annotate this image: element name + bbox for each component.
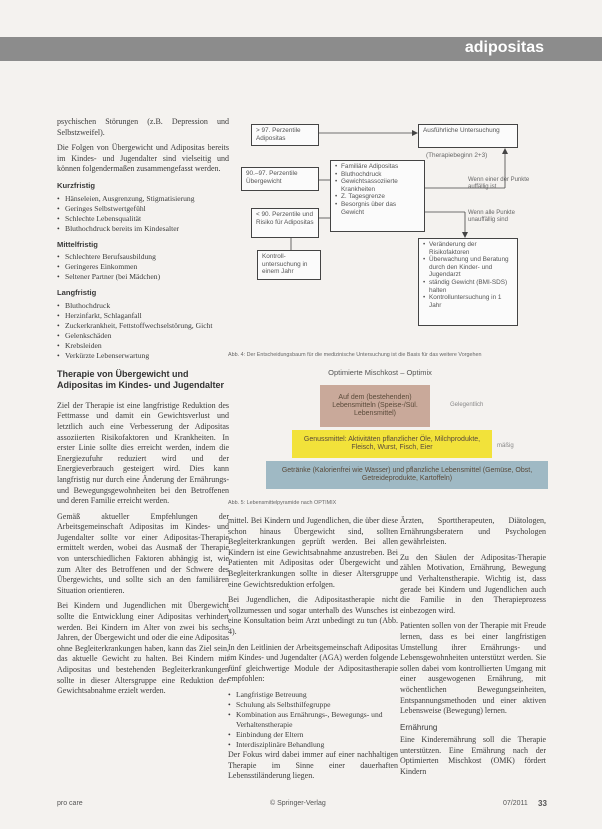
list-item: • Einbindung der Eltern [228, 730, 398, 740]
box-criteria [330, 160, 425, 232]
arrow-label-normal: Wenn alle Punkte unauffällig sind [468, 210, 515, 223]
paragraph: Der Fokus wird dabei immer auf einer nachhaltigen Therapie im Sinne einer dauerhaften Lebensstiländerung liegen. [228, 749, 398, 781]
box-label: Ausführliche Untersuchung [423, 127, 500, 134]
arrow-label-abnormal: Wenn einer der Punkte auffällig ist [468, 177, 530, 190]
paragraph: Ziel der Therapie ist eine langfristige Reduktion des Fettmasse und damit ein Gewichtsverlust und letztlich auch eine Verbesserung der Adipositas assoziierten Risikofaktoren und Krankheiten. In erster Linie sollte dies erreicht werden, indem die Energiezufuhr reduziert wird und der Energieverbrauch gesteigert wird. Dies kann langfristig nur durch eine Änderung der Ernährungs- und Bewegungsgewohnheiten bei den Betroffenen und deren Familie erreicht werden. [57, 400, 229, 506]
subheading-mid-term: Mittelfristig [57, 239, 98, 249]
figure-caption-4: Abb. 4: Der Entscheidungsbaum für die medizinische Untersuchung ist die Basis für das weitere Vorgehen [228, 352, 482, 358]
pyramid-layer-top: Auf dem (bestehenden) Lebensmitteln (Speise-/Sül. Lebensmittel) [320, 385, 430, 427]
criteria-item: • Z. Tagesgrenze [335, 193, 420, 201]
column-middle [228, 516, 398, 787]
box-overweight [241, 167, 319, 191]
pyramid-side-label-middle: mäßig [497, 443, 514, 449]
column-left [57, 117, 229, 702]
criteria-item: • Besorgnis über das Gewicht [335, 201, 420, 216]
figure-caption-5: Abb. 5: Lebensmittelpyramide nach OPTIMIX [228, 500, 337, 506]
box-label: > 97. Perzentile Adipositas [256, 127, 301, 142]
footer-page-number: 33 [538, 799, 547, 808]
subheading-nutrition: Ernährung [400, 722, 438, 732]
paragraph: Eine Kinderernährung soll die Therapie unterstützen. Eine Ernährung nach der Optimierten Mischkost (OMK) fördert Kindern [400, 735, 546, 777]
pyramid-side-label-top: Gelegentlich [450, 402, 484, 408]
list-item: • Kombination aus Ernährungs-, Bewegungs- und Verhaltenstherapie [228, 710, 398, 730]
list-short-term [57, 194, 229, 234]
footer-publisher: © Springer-Verlag [270, 800, 326, 807]
list-item: • Verkürzte Lebenserwartung [57, 351, 229, 361]
monitoring-item: • Überwachung und Beratung durch den Kinder- und Jugendarzt [423, 256, 513, 279]
list-item: • Bluthochdruck [57, 301, 229, 311]
column-right [400, 516, 546, 783]
section-title: adipositas [464, 39, 544, 56]
monitoring-item: • ständig Gewicht (BMI-SDS) halten [423, 279, 513, 294]
subheading-long-term: Langfristig [57, 288, 97, 298]
paragraph: Die Folgen von Übergewicht und Adipositas bereits im Kindes- und Jugendalter sind vielseitig und können folgendermaßen zusammengefasst werden. [57, 143, 229, 174]
therapy-note: (Therapiebeginn 2+3) [426, 152, 488, 159]
list-item: • Krebsleiden [57, 341, 229, 351]
monitoring-item: • Kontrolluntersuchung in 1 Jahr [423, 294, 513, 309]
pyramid-title: Optimierte Mischkost – Optimix [328, 368, 432, 377]
list-item: • Bluthochdruck bereits im Kindesalter [57, 224, 229, 234]
paragraph: In den Leitlinien der Arbeitsgemeinschaft Adipositas im Kindes- und Jugendalter (AGA) werden folgende fünf gleichwertige Module der Adipositastherapie empfohlen: [228, 642, 398, 684]
criteria-item: • Familiäre Adipositas [335, 163, 420, 171]
subheading-short-term: Kurzfristig [57, 180, 95, 190]
footer-journal: pro care [57, 800, 83, 807]
list-item: • Herzinfarkt, Schlaganfall [57, 311, 229, 321]
list-item: • Interdisziplinäre Behandlung [228, 740, 398, 750]
box-label: Kontroll-untersuchung in einem Jahr [262, 253, 308, 276]
paragraph: psychischen Störungen (z.B. Depression und Selbstzweifel). [57, 117, 229, 137]
box-label: < 90. Perzentile und Risiko für Adipositas [256, 211, 314, 226]
box-risk [251, 208, 319, 238]
list-long-term [57, 301, 229, 361]
paragraph: Ärzten, Sporttherapeuten, Diätologen, Ernährungsberatern und Psychologen gewährleisten. [400, 516, 546, 547]
list-item: • Gelenkschäden [57, 331, 229, 341]
footer-date: 07/2011 [503, 800, 528, 807]
list-item: • Schulung als Selbsthilfegruppe [228, 700, 398, 710]
section-heading: Therapie von Übergewicht und Adipositas im Kindes- und Jugendalter [57, 368, 225, 390]
box-monitoring [418, 238, 518, 326]
criteria-item: • Bluthochdruck [335, 171, 420, 179]
pyramid-layer-bottom: Getränke (Kalorienfrei wie Wasser) und pflanzliche Lebensmittel (Gemüse, Obst, Getreideprodukte, Kartoffeln) [266, 461, 548, 489]
paragraph: Patienten sollen von der Therapie mit Freude lernen, dass es bei einer langfristigen Umstellung ihrer Ernährungs- und Lebensgewohnheiten unterstützt werden. Sie sollen dabei vom kontrollierten Umgang mit einer ausgewogenen Ernährung, mit wöchentlichen Bewegungseinheiten, Entspannungsmethoden und einer aktiven Lebensweise (Bewegung) lernen. [400, 621, 546, 716]
list-item: • Zuckerkrankheit, Fettstoffwechselstörung, Gicht [57, 321, 229, 331]
box-detailed-exam [418, 124, 518, 148]
box-label: 90.–97. Perzentile Übergewicht [246, 170, 298, 185]
list-item: • Geringeres Einkommen [57, 262, 229, 272]
module-list [228, 690, 398, 750]
list-item: • Seltener Partner (bei Mädchen) [57, 272, 229, 282]
box-adipositas [251, 124, 319, 146]
monitoring-item: • Veränderung der Risikofaktoren [423, 241, 513, 256]
box-control [257, 250, 321, 280]
list-item: • Langfristige Betreuung [228, 690, 398, 700]
list-item: • Hänseleien, Ausgrenzung, Stigmatisierung [57, 194, 229, 204]
paragraph: Bei Jugendlichen, die Adipositastherapie nicht vollzumessen und sogar unterhalb des Wunsches ist eine Konsultation beim Arzt unbedingt zu tun (Abb. 4). [228, 595, 398, 636]
list-item: • Geringes Selbstwertgefühl [57, 204, 229, 214]
paragraph: Gemäß aktueller Empfehlungen der Arbeitsgemeinschaft Adipositas im Kindes- und Jugendalter sollte vor einer Adipositas-Therapie ermittelt werden, wobei das Ausmaß der Therapie von unterschiedlichen Faktoren abhängig ist, wie zum Alter des Betroffenen und der Schwere des Übergewichts, und sollte sich an den familiären Situation orientieren. [57, 511, 229, 595]
paragraph: Bei Kindern und Jugendlichen mit Übergewicht sollte die Entwicklung einer Adipositas verhindert werden. Bei Kindern im Alter von zwei bis sechs Jahren, der Übergewicht und oder die eine Adipositas ohne Begleiterkrankungen haben, kann das Ziel sein, das aktuelle Gewicht zu halten. Bei Kindern mit Adipositas und bestehenden Begleiterkrankungen sollte in dieser Altersgruppe eine Reduktion der Gewichtsabnahme erzielt werden. [57, 601, 229, 696]
criteria-item: • Gewichtsassoziierte Krankheiten [335, 178, 420, 193]
paragraph: Zu den Säulen der Adipositas-Therapie zählen Motivation, Ernährung, Bewegung und Verhaltenstherapie. Wichtig ist, dass gerade bei Kindern und Jugendlichen auch die Familie in den Therapieprozess einbezogen wird. [400, 552, 546, 615]
pyramid-layer-middle: Genussmittel: Aktivitäten pflanzlicher Öle, Milchprodukte, Fleisch, Wurst, Fisch, Eier [292, 430, 492, 458]
paragraph: mittel. Bei Kindern und Jugendlichen, die über diese schon hinaus Übergewicht sind, sollten Begleiterkrankungen geprüft werden. Bei allen Kindern ist eine Gewichtsabnahme anzustreben. Bei Patienten mit Adipositas oder Übergewicht und Begleiterkrankungen sollte in dieser Altersgruppe eine Gewichtsreduktion erfolgen. [228, 516, 398, 589]
list-item: • Schlechte Lebensqualität [57, 214, 229, 224]
list-mid-term [57, 252, 229, 282]
list-item: • Schlechtere Berufsausbildung [57, 252, 229, 262]
